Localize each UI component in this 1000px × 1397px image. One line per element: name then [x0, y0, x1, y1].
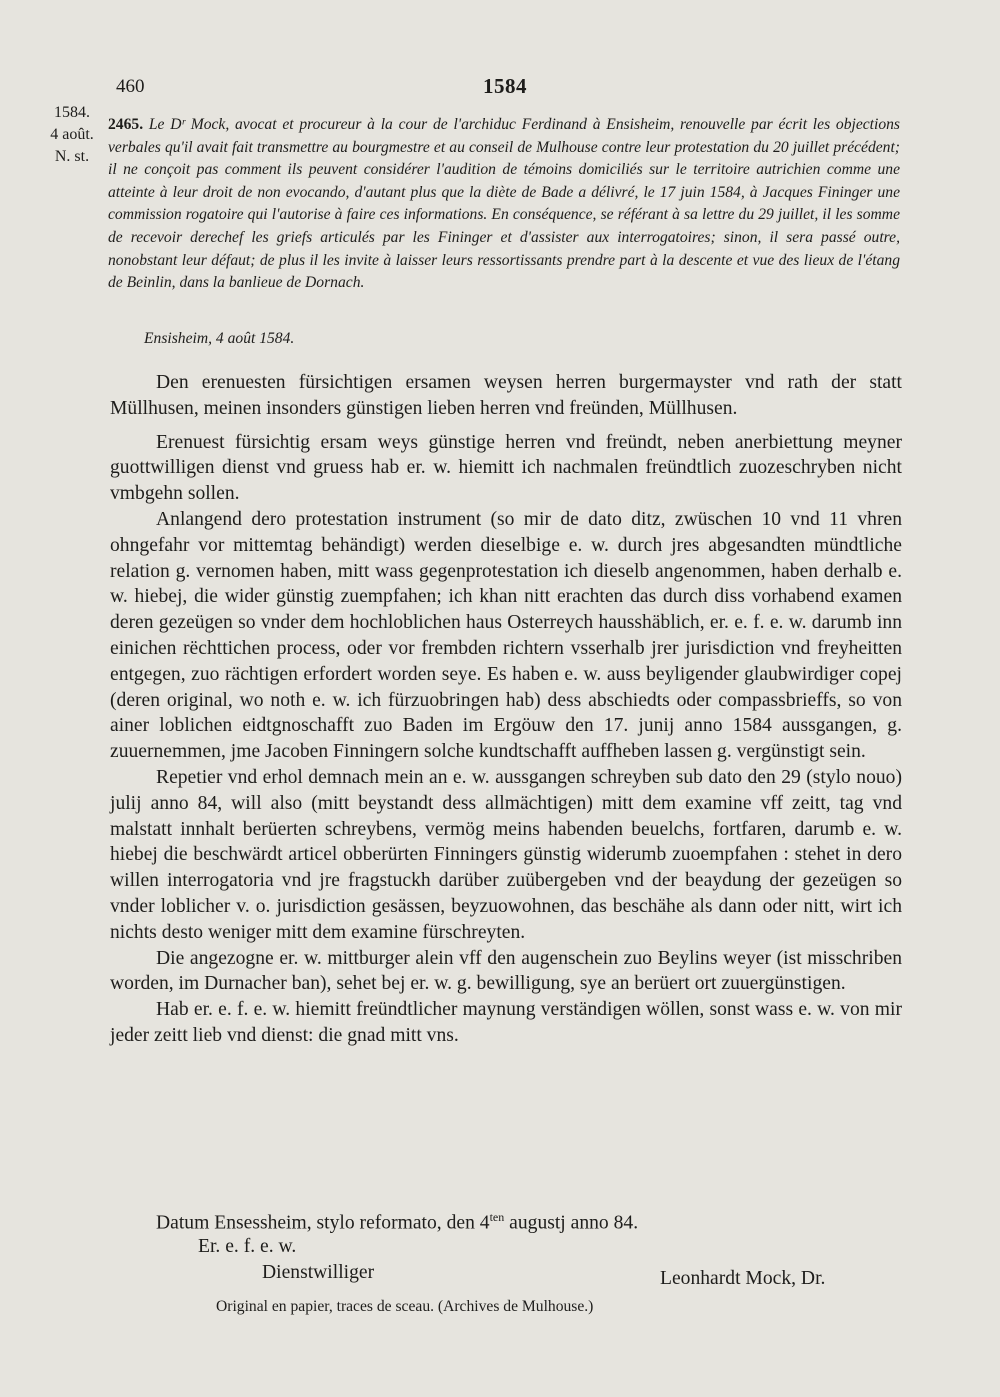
letter-paragraph: Anlangend dero protestation instrument (so mir de dato ditz, zwüschen 10 vnd 11 vhren ohngefahr vor mittemtag behändigt) werden dieselbige e. w. durch jres abgesandten mündtliche relation g. vernomen haben, mitt wass gegenprotestation ich dieselb angenommen, haben derhalb e. w. hiebej, die wider günstig zuempfahen; ich khan nitt erachten das durch diss vorhabend examen deren gezeügen so vnder dem hochloblichen haus Osterreych hausshäblich, er. e. f. e. w. darumb inn einichen rëchttichen process, oder vor frembden richtern vsserhalb jrer jurisdiction vnd freyheitten entgegen, zuo rächtigen erfordert worden seye. Es haben e. w. auss beyligender glaubwirdiger copej (deren original, wo noth e. w. ich fürzuobringen hab) dess abschiedts oder compassbrieffs, so von ainer loblichen eidtgnoschafft zuo Baden im Ergöuw den 17. junij anno 1584 aussgangen, g. zuuernemmen, jme Jacoben Finningern solche kundtschafft auffheben lassen g. vergünstigt sein. [110, 508, 902, 763]
margin-year: 1584. [54, 104, 90, 121]
letter-date-line [156, 1210, 638, 1235]
margin-style: N. st. [54, 148, 90, 165]
letter-paragraph: Erenuest fürsichtig ersam weys günstige herren vnd freündt, neben anerbiettung meyner guottwilligen dienst vnd gruess hab er. w. hiemitt ich nachmalen freündtlich zuozeschryben nicht vmbgehn sollen. [110, 431, 902, 505]
letter-closing: Er. e. f. e. w. [198, 1236, 297, 1257]
margin-date [38, 102, 106, 168]
date-line-text: Datum Ensessheim, stylo reformato, den 4 [156, 1212, 490, 1234]
letter-closing-service: Dienstwilliger [262, 1262, 375, 1283]
letter-signatory: Leonhardt Mock, Dr. [660, 1268, 826, 1289]
document-number: 2465. [108, 116, 144, 133]
running-head-year: 1584 [483, 74, 527, 98]
page-header [110, 76, 900, 102]
page-number: 460 [116, 76, 145, 97]
margin-day: 4 août. [50, 126, 94, 143]
source-note: Original en papier, traces de sceau. (Archives de Mulhouse.) [216, 1298, 594, 1315]
date-line-text-end: augustj anno 84. [504, 1212, 639, 1234]
letter-body [110, 370, 902, 1049]
letter-address: Den erenuesten fürsichtigen ersamen weysen herren burgermayster vnd rath der statt Müllhusen, meinen insonders günstigen lieben herren vnd freünden, Müllhusen. [110, 372, 902, 419]
letter-paragraph: Repetier vnd erhol demnach mein an e. w. aussgangen schreyben sub dato den 29 (stylo nouo) julij anno 84, will also (mitt beystandt dess allmächtigen) mitt dem examine vff zeitt, tag vnd malstatt innhalt berüerten schreybens, vermög meins habenden beuelchs, fortfaren, darumb e. w. hiebej die beschwärdt articel obberürten Finningers günstig widerumb zuoempfahen : stehet in dero willen interrogatoria vnd jre fragstuckh darüber zuübergeben vnd der beaydung der gezeügen so vnder loblicher v. o. jurisdiction gesässen, beyzuowohnen, das beschähe als dann oder nitt, wirt ich nichts desto weniger mitt dem examine fürschreyten. [110, 766, 902, 943]
document-summary [108, 114, 900, 295]
summary-text: Le Dʳ Mock, avocat et procureur à la cour de l'archiduc Ferdinand à Ensisheim, renouvelle par écrit les objections verbales qu'il avait fait transmettre au bourgmestre et au conseil de Mulhouse contre leur protestation du 20 juillet précédent; il ne conçoit pas comment ils peuvent considérer l'audition de témoins domiciliés sur le territoire autrichien comme une atteinte à leur droit de non evocando, d'autant plus que la diète de Bade a délivré, le 17 juin 1584, à Jacques Fininger une commission rogatoire qui l'autorise à faire ces informations. En conséquence, se référant à sa lettre du 29 juillet, il les somme de recevoir derechef les griefs articulés par les Fininger et d'assister aux interrogatoires; sinon, il sera passé outre, nonobstant leur défaut; de plus il les invite à laisser leurs ressortissants prendre part à la descente et vue des lieux de l'étang de Beinlin, dans la banlieue de Dornach. [108, 116, 900, 292]
date-line-superscript: ten [489, 1210, 505, 1224]
letter-paragraph: Die angezogne er. w. mittburger alein vff den augenschein zuo Beylins weyer (ist misschriben worden, im Durnacher ban), sehet bej er. w. g. bewilligung, sye an berüert ort zuuergünstigen. [110, 947, 902, 995]
letter-paragraph: Hab er. e. f. e. w. hiemitt freündtlicher maynung verständigen wöllen, sonst wass e. w. von mir jeder zeitt lieb vnd dienst: die gnad mitt vns. [110, 999, 902, 1046]
summary-place-date: Ensisheim, 4 août 1584. [144, 330, 295, 347]
